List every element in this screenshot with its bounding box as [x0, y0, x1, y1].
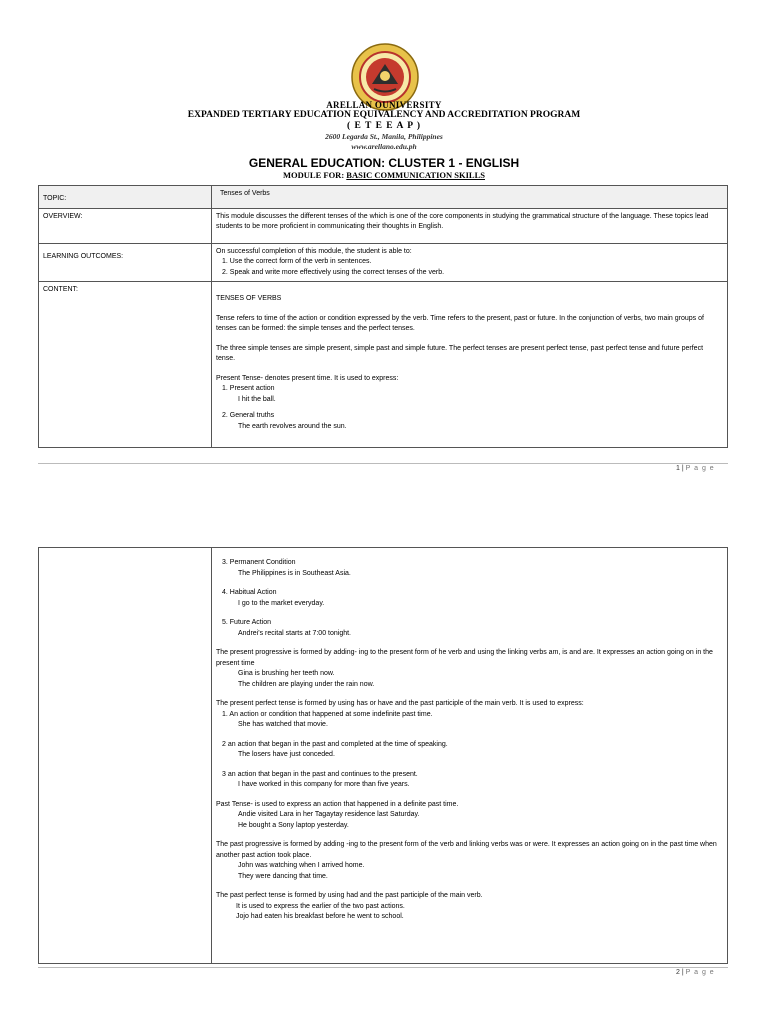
page-number: 1 [676, 465, 680, 472]
overview-text: This module discusses the different tenses of the which is one of the core components in studying the grammatical structure of the language. These topics lead students to be more proficient in communicating their thoughts in English. [212, 208, 728, 243]
list-item: 1. An action or condition that happened at some indefinite past time. [222, 710, 433, 718]
list-item: 1. Present action [222, 385, 275, 392]
example-sentence: The earth revolves around the sun. [238, 422, 347, 430]
content-continued-row [39, 548, 728, 964]
list-item: 2 an action that began in the past and completed at the time of speaking. [222, 740, 448, 748]
university-website: www.arellano.edu.ph [351, 142, 417, 151]
page-word: P a g e [685, 465, 715, 472]
content-label: CONTENT: [39, 282, 212, 448]
example-sentence: I go to the market everyday. [238, 599, 325, 607]
content-paragraph: The three simple tenses are simple present, simple past and simple future. The perfect tenses are present perfect tense, past perfect tense and future perfect tense. [216, 344, 704, 362]
program-name: EXPANDED TERTIARY EDUCATION EQUIVALENCY AND ACCREDITATION PROGRAM [187, 110, 581, 120]
example-sentence: The losers have just conceded. [238, 751, 335, 758]
outcomes-intro: On successful completion of this module, the student is able to: [216, 247, 412, 255]
content-row [39, 282, 728, 448]
example-sentence: The children are playing under the rain now. [238, 680, 375, 688]
content-cell [212, 282, 728, 448]
example-sentence: Jojo had eaten his breakfast before he went to school. [236, 913, 404, 920]
example-sentence: Andie visited Lara in her Tagaytay residence last Saturday. [238, 811, 420, 818]
list-item: 2. General truths [222, 412, 275, 419]
page-number: 2 [676, 969, 680, 976]
overview-label: OVERVIEW: [39, 208, 212, 243]
course-title: GENERAL EDUCATION: CLUSTER 1 - ENGLISH [248, 156, 520, 170]
content-paragraph: Past Tense- is used to express an action that happened in a definite past time. [216, 800, 459, 808]
example-sentence: I have worked in this company for more than five years. [238, 781, 410, 788]
outcomes-cell [212, 243, 728, 282]
page-footer-rule [38, 463, 728, 464]
content-paragraph: The past progressive is formed by adding -ing to the present form of the verb and linking verbs was or were. It expresses an action going on in the past time when another past action took place. [216, 841, 717, 859]
example-sentence: I hit the ball. [238, 395, 276, 403]
example-sentence: He bought a Sony laptop yesterday. [238, 821, 349, 829]
list-item: 3 an action that began in the past and continues to the present. [222, 770, 418, 778]
example-sentence: Gina is brushing her teeth now. [238, 670, 335, 677]
list-item: 5. Future Action [222, 619, 272, 626]
outcomes-label: LEARNING OUTCOMES: [39, 243, 212, 282]
example-sentence: She has watched that movie. [238, 721, 328, 728]
module-prefix: MODULE FOR: [283, 170, 347, 180]
outcome-item: 1. Use the correct form of the verb in sentences. [222, 258, 372, 265]
content-paragraph: Present Tense- denotes present time. It is used to express: [216, 374, 399, 382]
example-sentence: John was watching when I arrived home. [238, 862, 365, 869]
page-word: P a g e [685, 969, 715, 976]
empty-label-cell [39, 548, 212, 964]
university-name: ARELLAN OUNIVERSITY [326, 100, 442, 110]
content-paragraph: The present progressive is formed by adding- ing to the present form of he verb and using the linking verbs am, is and are. It expresses an action going on in the present time [216, 649, 713, 667]
page-number-footer: 2 | P a g e [676, 969, 715, 976]
list-item: 3. Permanent Condition [222, 559, 296, 566]
topic-label: TOPIC: [39, 186, 212, 209]
topic-row [39, 186, 728, 209]
program-acronym: ( E T E E A P ) [346, 121, 422, 131]
outcomes-row [39, 243, 728, 282]
outcome-item: 2. Speak and write more effectively using the correct tenses of the verb. [222, 268, 445, 276]
page-footer-rule [38, 967, 728, 968]
page-number-footer: 1 | P a g e [676, 465, 715, 472]
example-sentence: The Philippines is in Southeast Asia. [238, 569, 351, 577]
content-paragraph: The present perfect tense is formed by using has or have and the past participle of the main verb. It is used to express: [216, 700, 584, 707]
example-sentence: Andrei's recital starts at 7:00 tonight. [238, 629, 352, 637]
content-continued-cell [212, 548, 728, 964]
example-sentence: They were dancing that time. [238, 872, 328, 880]
content-paragraph: The past perfect tense is formed by using had and the past participle of the main verb. [216, 892, 483, 899]
overview-row [39, 208, 728, 243]
list-item: 4. Habitual Action [222, 589, 277, 596]
module-title [0, 170, 768, 180]
module-name: BASIC COMMUNICATION SKILLS [346, 170, 485, 180]
content-paragraph: Tense refers to time of the action or condition expressed by the verb. Time refers to the present, past or future. In the conjunction of verbs, two main groups of tenses can be formed: the simple tenses and the perfect tenses. [216, 314, 704, 332]
content-heading: TENSES OF VERBS [216, 295, 282, 302]
university-address: 2600 Legarda St., Manila, Philippines [325, 132, 443, 141]
topic-value: Tenses of Verbs [212, 186, 728, 209]
content-line: It is used to express the earlier of the two past actions. [236, 902, 405, 910]
module-table-page1 [38, 185, 728, 448]
module-table-page2 [38, 547, 728, 964]
